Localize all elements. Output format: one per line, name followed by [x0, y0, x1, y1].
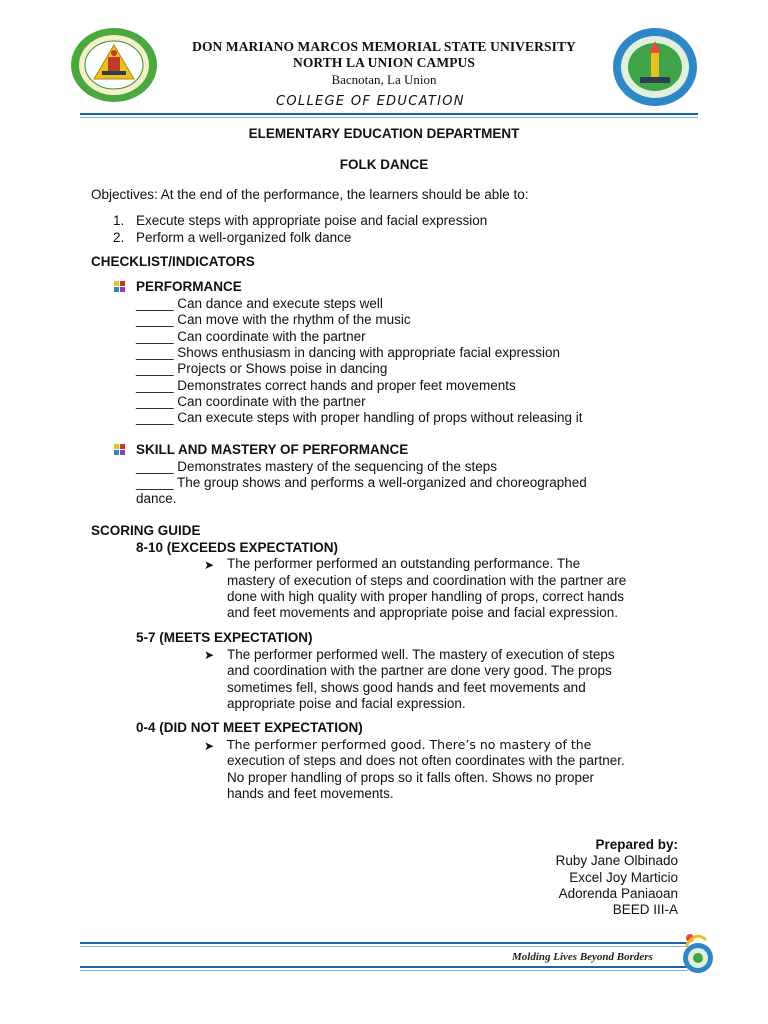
checklist-heading: CHECKLIST/INDICATORS — [91, 254, 255, 269]
scoring-description: hands and feet movements. — [227, 786, 394, 801]
checklist-item: _____ Projects or Shows poise in dancing — [136, 361, 388, 376]
checklist-item-continued: dance. — [136, 491, 177, 506]
scoring-level-label: 8-10 (EXCEEDS EXPECTATION) — [136, 540, 339, 555]
scoring-guide-heading: SCORING GUIDE — [91, 523, 201, 538]
objective-text: Execute steps with appropriate poise and facial expression — [136, 213, 488, 228]
section-label: BEED III-A — [612, 902, 678, 917]
objective-number: 1. — [113, 213, 125, 228]
campus-location: Bacnotan, La Union — [331, 72, 437, 87]
objectives-intro: Objectives: At the end of the performance, the learners should be able to: — [91, 187, 529, 202]
objective-number: 2. — [113, 230, 125, 245]
checklist-item: _____ The group shows and performs a well-organized and choreographed — [136, 475, 587, 490]
scoring-description: The performer performed good. There’s no mastery of the — [227, 737, 592, 752]
preparer-name: Excel Joy Marticio — [569, 870, 678, 885]
preparer-name: Adorenda Paniaoan — [558, 886, 678, 901]
scoring-level-label: 0-4 (DID NOT MEET EXPECTATION) — [136, 720, 363, 735]
scoring-level-label: 5-7 (MEETS EXPECTATION) — [136, 630, 313, 645]
checklist-item: _____ Can coordinate with the partner — [136, 394, 366, 409]
footer-rule-dark — [80, 942, 688, 944]
scoring-description: The performer performed an outstanding performance. The — [227, 556, 581, 571]
checklist-item: _____ Can execute steps with proper handling of props without releasing it — [136, 410, 583, 425]
footer-emblem — [676, 926, 716, 976]
objective-text: Perform a well-organized folk dance — [136, 230, 352, 245]
checklist-item: _____ Demonstrates correct hands and proper feet movements — [136, 378, 516, 393]
checklist-item: _____ Demonstrates mastery of the sequencing of the steps — [136, 459, 497, 474]
arrow-bullet-icon: ➤ — [204, 648, 215, 662]
footer-rule-bottom-light — [80, 970, 688, 971]
footer-motto: Molding Lives Beyond Borders — [512, 951, 653, 963]
arrow-bullet-icon: ➤ — [204, 739, 215, 753]
scoring-description: mastery of execution of steps and coordination with the partner are — [227, 573, 627, 588]
checklist-item: _____ Can dance and execute steps well — [136, 296, 383, 311]
checklist-item: _____ Can coordinate with the partner — [136, 329, 366, 344]
skill-heading: SKILL AND MASTERY OF PERFORMANCE — [136, 442, 409, 457]
footer-rule-bottom-dark — [80, 966, 688, 968]
department-heading: ELEMENTARY EDUCATION DEPARTMENT — [248, 126, 520, 141]
scoring-description: No proper handling of props so it falls often. Shows no proper — [227, 770, 594, 785]
campus-name: NORTH LA UNION CAMPUS — [292, 55, 475, 70]
scoring-description: execution of steps and does not often coordinates with the partner. — [227, 753, 625, 768]
scoring-description: sometimes fell, shows good hands and feet movements and — [227, 680, 586, 695]
bullet-icon — [113, 280, 127, 294]
document-title: FOLK DANCE — [339, 157, 429, 172]
scoring-description: done with high quality with proper handling of props, correct hands — [227, 589, 624, 604]
preparer-name: Ruby Jane Olbinado — [555, 853, 678, 868]
checklist-item: _____ Can move with the rhythm of the music — [136, 312, 411, 327]
prepared-by-label: Prepared by: — [595, 837, 678, 852]
college-name: COLLEGE OF EDUCATION — [276, 94, 465, 109]
scoring-description: and feet movements and appropriate poise and facial expression. — [227, 605, 618, 620]
checklist-item: _____ Shows enthusiasm in dancing with appropriate facial expression — [136, 345, 561, 360]
footer-rule-light — [80, 946, 688, 947]
bullet-icon — [113, 443, 127, 457]
scoring-description: appropriate poise and facial expression. — [227, 696, 466, 711]
university-name: DON MARIANO MARCOS MEMORIAL STATE UNIVERSITY — [192, 39, 576, 54]
header-rule-dark — [80, 113, 698, 115]
arrow-bullet-icon: ➤ — [204, 558, 215, 572]
performance-heading: PERFORMANCE — [136, 279, 242, 294]
header-rule-light — [80, 117, 698, 118]
scoring-description: and coordination with the partner are done very good. The props — [227, 663, 612, 678]
scoring-description: The performer performed well. The mastery of execution of steps — [227, 647, 615, 662]
